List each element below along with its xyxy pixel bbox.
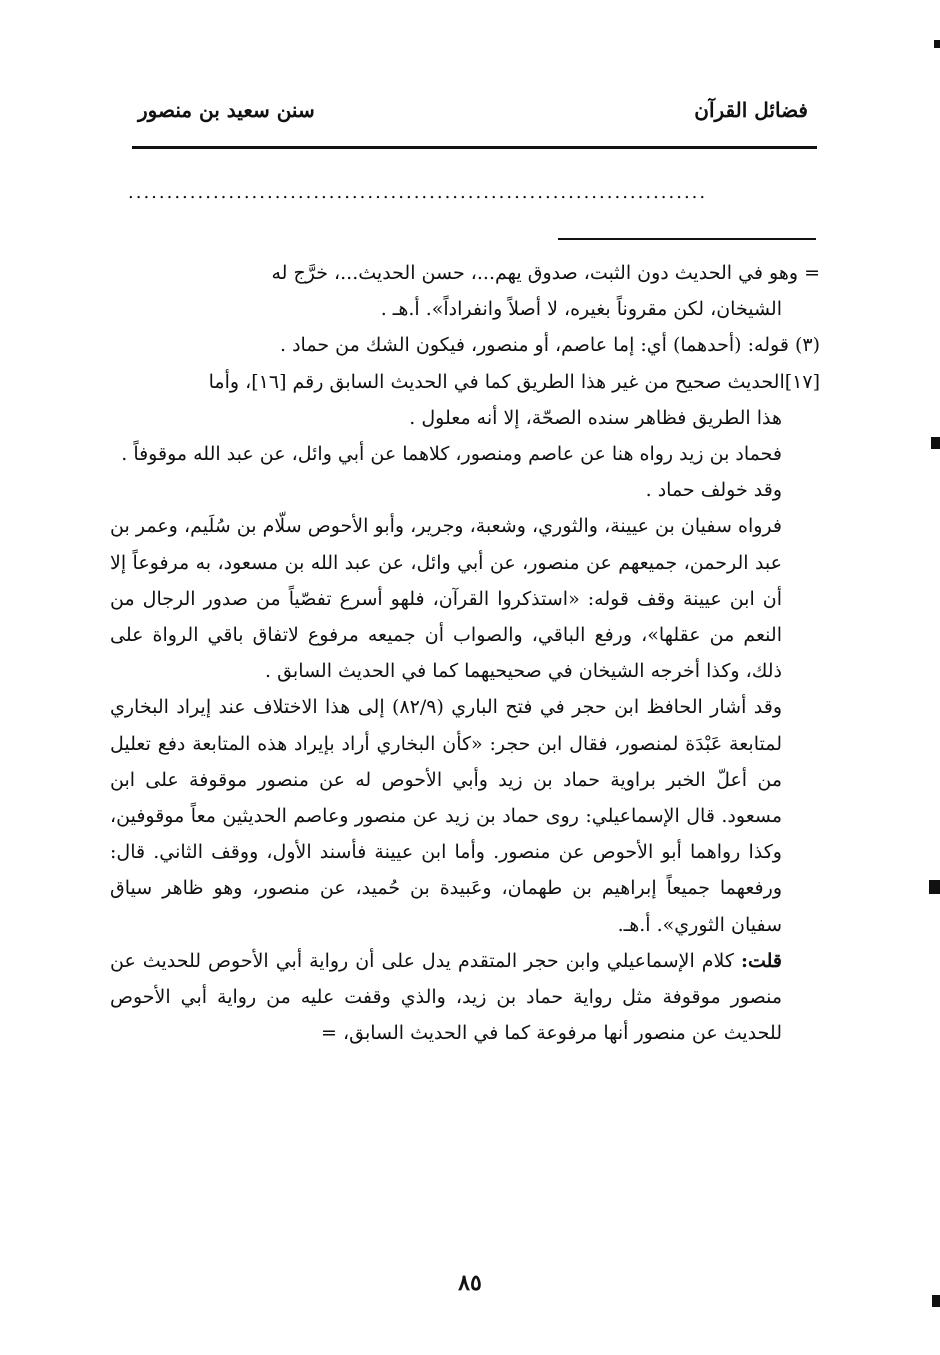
header-rule [132, 146, 817, 149]
footnote-rule [558, 238, 816, 240]
paragraph-narrators: فرواه سفيان بن عيينة، والثوري، وشعبة، وجرير، وأبو الأحوص سلّام بن سُلَيم، وعمر بن عبد الرحمن، جميعهم عن منصور، عن أبي وائل، عن عبد الله بن مسعود، به مرفوعاً إلا أن ابن عيينة وقف قوله: «استذكروا القرآن، فلهو أسرع تفصّياً من صدور الرجال من النعم من عقلها»، ورفع الباقي، والصواب أن جميعه مرفوع لاتفاق باقي الرواة على ذلك، وكذا أخرجه الشيخان في صحيحيهما كما في الحديث السابق . [110, 515, 782, 683]
footnote-continuation: = وهو في الحديث دون الثبت، صدوق يهم...، حسن الحديث...، خرَّج له الشيخان، لكن مقروناً بغيره، لا أصلاً وانفراداً». أ.هـ . [271, 262, 820, 321]
paragraph-hammad: فحماد بن زيد رواه هنا عن عاصم ومنصور، كلاهما عن أبي وائل، عن عبد الله موقوفاً . [121, 443, 782, 466]
footnotes-body [110, 255, 820, 1051]
scan-mark [929, 880, 940, 894]
header-chapter-title: فضائل القرآن [694, 98, 808, 122]
paragraph-author-note: قلت: كلام الإسماعيلي وابن حجر المتقدم يدل على أن رواية أبي الأحوص للحديث عن منصور موقوفة مثل رواية حماد بن زيد، والذي وقفت عليه من رواية أبي الأحوص للحديث عن منصور أنها مرفوعة كما في الحديث السابق، = [110, 949, 782, 1045]
page-number: ٨٥ [458, 1270, 482, 1296]
qultu-label: قلت: [740, 949, 782, 972]
dotted-separator: ........................................................................... [128, 183, 708, 203]
header-book-title: سنن سعيد بن منصور [138, 98, 315, 122]
note-17-opening: [١٧]الحديث صحيح من غير هذا الطريق كما في الحديث السابق رقم [١٦]، وأما هذا الطريق فظاهر سنده الصحّة، إلا أنه معلول . [208, 370, 820, 429]
scan-mark [931, 437, 940, 449]
paragraph-ibn-hajar: وقد أشار الحافظ ابن حجر في فتح الباري (٨٢/٩) إلى هذا الاختلاف عند إيراد البخاري لمتابعة عَبْدَة لمنصور، فقال ابن حجر: «كأن البخاري أراد بإيراد هذه المتابعة دفع تعليل من أعلّ الخبر براوية حماد بن زيد وأبي الأحوص له عن منصور موقوفة على ابن مسعود. قال الإسماعيلي: روى حماد بن زيد عن منصور وعاصم الحديثين معاً موقوفين، وكذا رواهما أبو الأحوص عن منصور. وأما ابن عيينة فأسند الأول، ووقف الثاني. قال: ورفعهما جميعاً إبراهيم بن طهمان، وعَبيدة بن حُميد، عن منصور، وهو ظاهر سياق سفيان الثوري». أ.هـ. [110, 696, 782, 936]
scan-mark [934, 40, 940, 48]
paragraph-contradicted: وقد خولف حماد . [645, 479, 782, 502]
scan-mark [932, 1295, 940, 1307]
footnote-3: (٣) قوله: (أحدهما) أي: إما عاصم، أو منصور، فيكون الشك من حماد . [280, 334, 820, 357]
